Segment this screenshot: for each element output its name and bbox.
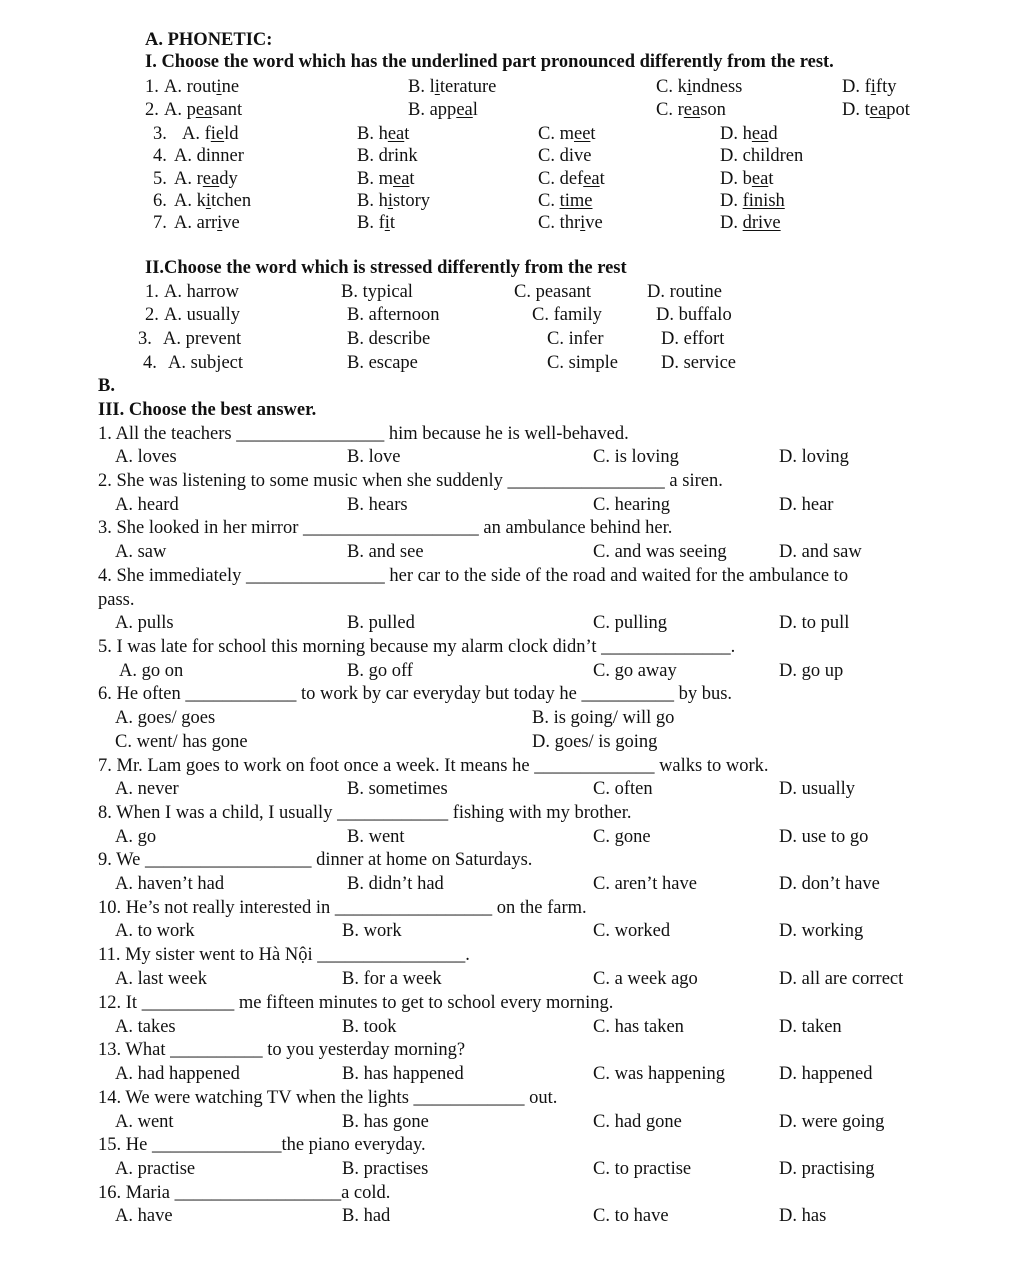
option-d: D. has [779, 1206, 827, 1226]
option-c: C. aren’t have [593, 874, 697, 894]
question-number: 5. [153, 169, 167, 189]
answer-blank: ____________ [185, 684, 297, 704]
option-d: D. buffalo [656, 305, 732, 325]
option-b: B. drink [357, 146, 418, 166]
answer-blank: ____________ [337, 803, 449, 823]
option-a: A. prevent [163, 329, 242, 349]
question-number: 1. [145, 77, 159, 97]
option-c: C. a week ago [593, 969, 698, 989]
option-c: C. meet [538, 124, 596, 144]
option-c: C. peasant [514, 282, 592, 302]
question-number: 2. [145, 100, 159, 120]
option-a: A. takes [115, 1017, 176, 1037]
answer-blank: __________ [581, 684, 674, 704]
option-a: A. harrow [164, 282, 240, 302]
answer-blank: ______________ [601, 637, 731, 657]
question-number: 3. [153, 124, 167, 144]
answer-blank: __________________ [174, 1183, 342, 1203]
option-d: D. were going [779, 1112, 885, 1132]
section-a-title: A. PHONETIC: [145, 30, 273, 50]
option-d: D. fifty [842, 77, 897, 97]
option-c: C. pulling [593, 613, 668, 633]
option-b: B. didn’t had [347, 874, 444, 894]
option-d: D. usually [779, 779, 856, 799]
question-stem: 3. She looked in her mirror ___________________ an ambulance behind her. [98, 518, 673, 538]
option-b: B. is going/ will go [532, 708, 675, 728]
answer-blank: ________________ [317, 945, 466, 965]
option-a: A. dinner [174, 146, 244, 166]
option-b: B. afternoon [347, 305, 440, 325]
option-a: A. usually [164, 305, 241, 325]
option-c: C. kindness [656, 77, 743, 97]
option-b: B. heat [357, 124, 410, 144]
option-b: B. appeal [408, 100, 478, 120]
answer-blank: __________ [141, 993, 235, 1013]
question-stem: 1. All the teachers ________________ him because he is well-behaved. [98, 424, 629, 444]
option-d: D. working [779, 921, 864, 941]
option-a: A. kitchen [174, 191, 252, 211]
option-d: D. don’t have [779, 874, 880, 894]
option-b: B. go off [347, 661, 413, 681]
option-c: C. reason [656, 100, 726, 120]
option-b: B. has happened [342, 1064, 464, 1084]
option-b: B. for a week [342, 969, 442, 989]
option-d: D. drive [720, 213, 781, 233]
option-d: D. effort [661, 329, 725, 349]
option-b: B. history [357, 191, 430, 211]
answer-blank: _________________ [507, 471, 665, 491]
option-c: C. defeat [538, 169, 605, 189]
option-b: B. and see [347, 542, 424, 562]
option-d: D. practising [779, 1159, 875, 1179]
answer-blank: _____________ [534, 756, 655, 776]
option-a: A. goes/ goes [115, 708, 216, 728]
option-a: A. haven’t had [115, 874, 225, 894]
question-stem: 13. What __________ to you yesterday morning? [98, 1040, 466, 1060]
option-d: D. head [720, 124, 778, 144]
option-b: B. sometimes [347, 779, 448, 799]
option-d: D. beat [720, 169, 774, 189]
question-stem: 5. I was late for school this morning because my alarm clock didn’t ______________. [98, 637, 736, 657]
option-a: A. go on [119, 661, 184, 681]
question-number: 4. [143, 353, 157, 373]
answer-blank: _______________ [245, 566, 385, 586]
option-c: C. hearing [593, 495, 671, 515]
option-c: C. had gone [593, 1112, 682, 1132]
option-c: C. to practise [593, 1159, 692, 1179]
option-a: A. saw [115, 542, 167, 562]
option-b: B. had [342, 1206, 391, 1226]
option-d: D. to pull [779, 613, 850, 633]
option-d: D. hear [779, 495, 834, 515]
option-c: C. simple [547, 353, 618, 373]
question-number: 7. [153, 213, 167, 233]
option-b: B. escape [347, 353, 418, 373]
answer-blank: __________ [170, 1040, 263, 1060]
question-stem: 16. Maria __________________a cold. [98, 1183, 391, 1203]
option-a: A. heard [115, 495, 179, 515]
option-b: B. typical [341, 282, 413, 302]
option-b: B. hears [347, 495, 408, 515]
option-b: B. literature [408, 77, 497, 97]
question-stem: 8. When I was a child, I usually ____________ fishing with my brother. [98, 803, 632, 823]
option-a: A. field [182, 124, 239, 144]
option-b: B. meat [357, 169, 415, 189]
answer-blank: _________________ [334, 898, 493, 918]
question-stem: 4. She immediately _______________ her car to the side of the road and waited for the ambulance to [98, 566, 849, 586]
option-b: B. has gone [342, 1112, 429, 1132]
answer-blank: ___________________ [303, 518, 479, 538]
option-d: D. finish [720, 191, 785, 211]
option-d: D. routine [647, 282, 723, 302]
option-b: B. work [342, 921, 402, 941]
option-a: A. have [115, 1206, 173, 1226]
question-stem: 9. We __________________ dinner at home on Saturdays. [98, 850, 533, 870]
option-a: A. pulls [115, 613, 174, 633]
option-a: A. peasant [164, 100, 243, 120]
option-b: B. took [342, 1017, 397, 1037]
option-d: D. happened [779, 1064, 873, 1084]
part3-heading: III. Choose the best answer. [98, 400, 317, 420]
question-number: 3. [138, 329, 152, 349]
option-b: B. fit [357, 213, 396, 233]
question-number: 6. [153, 191, 167, 211]
option-c: C. family [532, 305, 602, 325]
option-a: A. last week [115, 969, 207, 989]
question-stem: 14. We were watching TV when the lights ____________ out. [98, 1088, 558, 1108]
option-c: C. has taken [593, 1017, 684, 1037]
option-c: C. time [538, 191, 593, 211]
option-c: C. often [593, 779, 653, 799]
option-b: B. love [347, 447, 401, 467]
question-stem-continued: pass. [98, 590, 135, 610]
question-number: 2. [145, 305, 159, 325]
option-a: A. had happened [115, 1064, 240, 1084]
option-c: C. go away [593, 661, 677, 681]
option-b: B. describe [347, 329, 431, 349]
question-stem: 2. She was listening to some music when she suddenly _________________ a siren. [98, 471, 723, 491]
option-c: C. worked [593, 921, 671, 941]
answer-blank: ________________ [236, 424, 385, 444]
option-d: D. loving [779, 447, 849, 467]
option-a: A. routine [164, 77, 240, 97]
question-stem: 10. He’s not really interested in _________________ on the farm. [98, 898, 587, 918]
question-number: 4. [153, 146, 167, 166]
section-b-title: B. [98, 376, 115, 396]
option-d: D. goes/ is going [532, 732, 658, 752]
option-a: A. go [115, 827, 157, 847]
question-stem: 6. He often ____________ to work by car everyday but today he __________ by bus. [98, 684, 733, 704]
option-c: C. is loving [593, 447, 679, 467]
answer-blank: __________________ [144, 850, 312, 870]
question-number: 1. [145, 282, 159, 302]
question-stem: 11. My sister went to Hà Nội ________________. [98, 945, 470, 965]
option-d: D. use to go [779, 827, 869, 847]
option-a: A. subject [168, 353, 244, 373]
option-c: C. and was seeing [593, 542, 727, 562]
option-b: B. went [347, 827, 405, 847]
part2-heading: II.Choose the word which is stressed differently from the rest [145, 258, 627, 278]
option-a: A. went [115, 1112, 174, 1132]
option-d: D. teapot [842, 100, 910, 120]
option-c: C. was happening [593, 1064, 726, 1084]
option-c: C. dive [538, 146, 592, 166]
option-c: C. thrive [538, 213, 603, 233]
option-d: D. children [720, 146, 804, 166]
option-d: D. taken [779, 1017, 842, 1037]
option-d: D. service [661, 353, 736, 373]
option-d: D. all are correct [779, 969, 904, 989]
option-c: C. went/ has gone [115, 732, 248, 752]
option-c: C. gone [593, 827, 651, 847]
answer-blank: ____________ [413, 1088, 525, 1108]
option-a: A. arrive [174, 213, 240, 233]
option-c: C. infer [547, 329, 604, 349]
option-b: B. practises [342, 1159, 429, 1179]
part1-heading: I. Choose the word which has the underlined part pronounced differently from the rest. [145, 52, 834, 72]
answer-blank: ______________ [151, 1135, 282, 1155]
option-b: B. pulled [347, 613, 415, 633]
option-a: A. never [115, 779, 179, 799]
option-a: A. ready [174, 169, 238, 189]
option-a: A. practise [115, 1159, 196, 1179]
question-stem: 12. It __________ me fifteen minutes to get to school every morning. [98, 993, 614, 1013]
question-stem: 15. He ______________the piano everyday. [98, 1135, 426, 1155]
question-stem: 7. Mr. Lam goes to work on foot once a week. It means he _____________ walks to work. [98, 756, 769, 776]
option-a: A. loves [115, 447, 177, 467]
option-d: D. and saw [779, 542, 862, 562]
option-a: A. to work [115, 921, 195, 941]
option-c: C. to have [593, 1206, 669, 1226]
option-d: D. go up [779, 661, 844, 681]
